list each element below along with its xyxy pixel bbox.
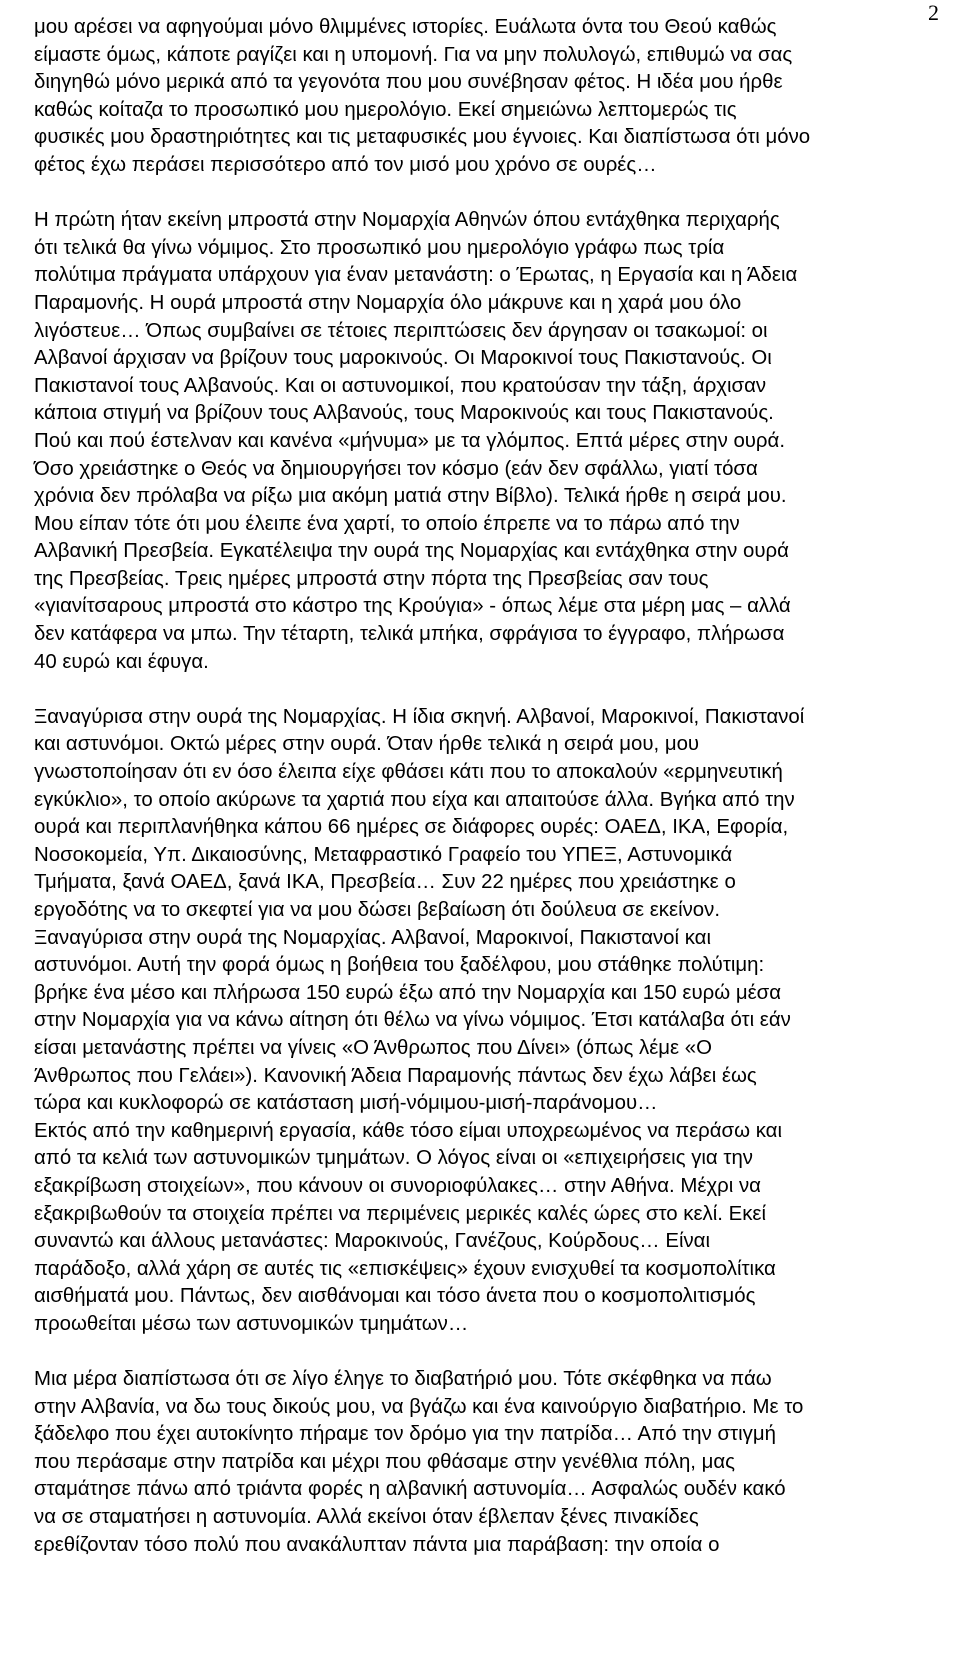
text-line: να σε σταματήσει η αστυνομία. Αλλά εκείνοι όταν έβλεπαν ξένες πινακίδες <box>34 1506 699 1529</box>
text-line: φυσικές μου δραστηριότητες και τις μεταφυσικές μου έγνοιες. Και διαπίστωσα ότι μόνο <box>34 126 811 149</box>
paragraph-4 <box>34 1366 934 1559</box>
text-line: λιγόστευε… Όπως συμβαίνει σε τέτοιες περιπτώσεις δεν άργησαν οι τσακωμοί: οι <box>34 319 768 342</box>
text-line: Η πρώτη ήταν εκείνη μπροστά στην Νομαρχία Αθηνών όπου εντάχθηκα περιχαρής <box>34 209 780 232</box>
text-line: καθώς κοίταζα το προσωπικό μου ημερολόγιο. Εκεί σημειώνω λεπτομερώς τις <box>34 98 737 121</box>
text-line: Αλβανοί άρχισαν να βρίζουν τους μαροκινούς. Οι Μαροκινοί τους Πακιστανούς. Οι <box>34 347 772 370</box>
text-line: Πού και πού έστελναν και κανένα «μήνυμα» με τα γλόμπος. Επτά μέρες στην ουρά. <box>34 429 785 452</box>
text-line: τώρα και κυκλοφορώ σε κατάσταση μισή-νόμιμου-μισή-παράνομου… <box>34 1092 658 1115</box>
text-line: 40 ευρώ και έφυγα. <box>34 650 209 673</box>
text-line: Πακιστανοί τους Αλβανούς. Και οι αστυνομικοί, που κρατούσαν την τάξη, άρχισαν <box>34 374 767 397</box>
text-line: Νοσοκομεία, Υπ. Δικαιοσύνης, Μεταφραστικό Γραφείο του ΥΠΕΞ, Αστυνομικά <box>34 843 733 866</box>
text-line: εξακριβωθούν τα στοιχεία πρέπει να περιμένεις μερικές καλές ώρες στο κελί. Εκεί <box>34 1202 767 1225</box>
text-line: προωθείται μέσω των αστυνομικών τμημάτων… <box>34 1312 469 1335</box>
text-line: Τμήματα, ξανά ΟΑΕΔ, ξανά ΙΚΑ, Πρεσβεία… Συν 22 ημέρες που χρειάστηκε ο <box>34 871 736 894</box>
text-line: παράδοξο, αλλά χάρη σε αυτές τις «επισκέψεις» έχουν ενισχυθεί τα κοσμοπολίτικα <box>34 1257 776 1280</box>
text-line: «γιανίτσαρους μπροστά στο κάστρο της Κρούγια» - όπως λέμε στα μέρη μας – αλλά <box>34 595 791 618</box>
text-line: ερεθίζονταν τόσο πολύ που ανακάλυπταν πάντα μια παράβαση: την οποία ο <box>34 1533 720 1556</box>
text-line: δεν κατάφερα να μπω. Την τέταρτη, τελικά μπήκα, σφράγισα το έγγραφο, πλήρωσα <box>34 623 785 646</box>
text-line: διηγηθώ μόνο μερικά από τα γεγονότα που μου συνέβησαν φέτος. Η ιδέα μου ήρθε <box>34 71 783 94</box>
text-line: Παραμονής. Η ουρά μπροστά στην Νομαρχία όλο μάκρυνε και η χαρά μου όλο <box>34 291 742 314</box>
paragraph-1 <box>34 14 934 180</box>
text-line: στην Αλβανία, να δω τους δικούς μου, να βγάζω και ένα καινούργιο διαβατήριο. Με το <box>34 1395 804 1418</box>
text-line: ουρά και περιπλανήθηκα κάπου 66 ημέρες σε διάφορες ουρές: ΟΑΕΔ, ΙΚΑ, Εφορία, <box>34 816 789 839</box>
text-line: βρήκε ένα μέσο και πλήρωσα 150 ευρώ έξω από την Νομαρχία και 150 ευρώ μέσα <box>34 981 782 1004</box>
text-line: φέτος έχω περάσει περισσότερο από τον μισό μου χρόνο σε ουρές… <box>34 153 657 176</box>
text-line: στην Νομαρχία για να κάνω αίτηση ότι θέλω να γίνω νόμιμος. Έτσι κατάλαβα ότι εάν <box>34 1009 791 1032</box>
page-number: 2 <box>928 0 939 25</box>
text-line: από τα κελιά των αστυνομικών τμημάτων. Ο λόγος είναι οι «επιχειρήσεις για την <box>34 1147 753 1170</box>
text-line: της Πρεσβείας. Τρεις ημέρες μπροστά στην πόρτα της Πρεσβείας σαν τους <box>34 567 709 590</box>
text-line: Εκτός από την καθημερινή εργασία, κάθε τόσο είμαι υποχρεωμένος να περάσω και <box>34 1119 782 1142</box>
text-line: εργοδότης να το σκεφτεί για να μου δώσει βεβαίωση ότι δούλευα σε εκείνον. <box>34 899 721 921</box>
text-line: κάποια στιγμή να βρίζουν τους Αλβανούς, τους Μαροκινούς και τους Πακιστανούς. <box>34 402 774 425</box>
paragraph-2 <box>34 207 934 676</box>
paragraph-spacer <box>34 180 934 208</box>
paragraph-spacer <box>34 1339 934 1367</box>
text-line: μου αρέσει να αφηγούμαι μόνο θλιμμένες ιστορίες. Ευάλωτα όντα του Θεού καθώς <box>34 16 777 38</box>
text-line: που περάσαμε στην πατρίδα και μέχρι που φθάσαμε στην γενέθλια πόλη, μας <box>34 1450 735 1473</box>
text-line: σταμάτησε πάνω από τριάντα φορές η αλβανική αστυνομία… Ασφαλώς ουδέν κακό <box>34 1478 786 1501</box>
text-line: Μου είπαν τότε ότι μου έλειπε ένα χαρτί, το οποίο έπρεπε να το πάρω από την <box>34 512 740 535</box>
paragraph-spacer <box>34 676 934 704</box>
text-line: συναντώ και άλλους μετανάστες: Μαροκινούς, Γανέζους, Κούρδους… Είναι <box>34 1230 710 1253</box>
text-line: Άνθρωπος που Γελάει»). Κανονική Άδεια Παραμονής πάντως δεν έχω λάβει έως <box>34 1064 757 1087</box>
text-line: Ξαναγύρισα στην ουρά της Νομαρχίας. Αλβανοί, Μαροκινοί, Πακιστανοί και <box>34 926 711 949</box>
text-line: και αστυνόμοι. Οκτώ μέρες στην ουρά. Όταν ήρθε τελικά η σειρά μου, μου <box>34 733 700 756</box>
text-line: εξακρίβωση στοιχείων», που κάνουν οι συνοριοφύλακες… στην Αθήνα. Μέχρι να <box>34 1174 761 1197</box>
text-line: είσαι μετανάστης πρέπει να γίνεις «Ο Άνθρωπος που Δίνει» (όπως λέμε «Ο <box>34 1036 712 1059</box>
text-line: Αλβανική Πρεσβεία. Εγκατέλειψα την ουρά της Νομαρχίας και εντάχθηκα στην ουρά <box>34 540 789 563</box>
text-line: εγκύκλιο», το οποίο ακύρωνε τα χαρτιά που είχα και απαιτούσε άλλα. Βγήκα από την <box>34 788 795 811</box>
text-line: ξάδελφο που έχει αυτοκίνητο πήραμε τον δρόμο για την πατρίδα… Από την στιγμή <box>34 1423 776 1446</box>
text-line: γνωστοποίησαν ότι εν όσο έλειπα είχε φθάσει κάτι που το αποκαλούν «ερμηνευτική <box>34 761 783 784</box>
text-line: ότι τελικά θα γίνω νόμιμος. Στο προσωπικό μου ημερολόγιο γράφω πως τρία <box>34 236 725 259</box>
text-line: Ξαναγύρισα στην ουρά της Νομαρχίας. Η ίδια σκηνή. Αλβανοί, Μαροκινοί, Πακιστανοί <box>34 705 805 728</box>
text-line: πολύτιμα πράγματα υπάρχουν για έναν μετανάστη: ο Έρωτας, η Εργασία και η Άδεια <box>34 264 798 287</box>
text-line: Όσο χρειάστηκε ο Θεός να δημιουργήσει τον κόσμο (εάν δεν σφάλλω, γιατί τόσα <box>34 457 758 480</box>
text-line: αστυνόμοι. Αυτή την φορά όμως η βοήθεια του ξαδέλφου, μου στάθηκε πολύτιμη: <box>34 954 765 977</box>
document-body <box>34 14 934 1559</box>
text-line: αισθήματά μου. Πάντως, δεν αισθάνομαι και τόσο άνετα που ο κοσμοπολιτισμός <box>34 1285 756 1308</box>
text-line: χρόνια δεν πρόλαβα να ρίξω μια ακόμη ματιά στην Βίβλο). Τελικά ήρθε η σειρά μου. <box>34 485 787 508</box>
text-line: είμαστε όμως, κάποτε ραγίζει και η υπομονή. Για να μην πολυλογώ, επιθυμώ να σας <box>34 43 793 66</box>
paragraph-3 <box>34 704 934 1339</box>
text-line: Μια μέρα διαπίστωσα ότι σε λίγο έληγε το διαβατήριό μου. Τότε σκέφθηκα να πάω <box>34 1368 772 1391</box>
